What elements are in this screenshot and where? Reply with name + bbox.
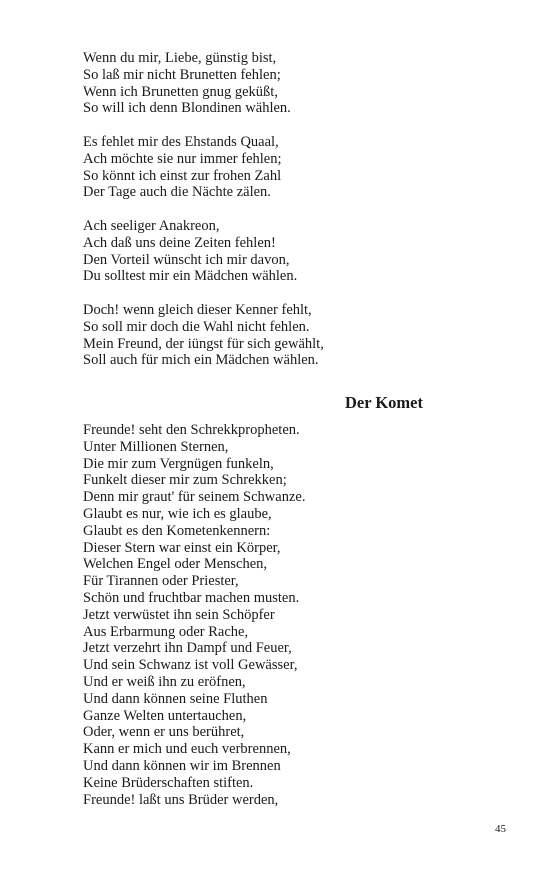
poem-title: Der Komet [344, 393, 423, 412]
verse-line: Freunde! laßt uns Brüder werden, [83, 791, 279, 808]
verse-line: Kann er mich und euch verbrennen, [83, 741, 291, 758]
verse-line: Und er weiß ihn zu eröfnen, [83, 673, 246, 690]
stanza [83, 134, 483, 201]
verse-line: Aus Erbarmung oder Rache, [83, 623, 249, 640]
verse-line: Mein Freund, der iüngst für sich gewählt, [83, 335, 324, 352]
verse-line: Dieser Stern war einst ein Körper, [83, 539, 281, 556]
verse-line: So laß mir nicht Brunetten fehlen; [83, 66, 281, 83]
stanza [83, 218, 483, 285]
verse-line: Und sein Schwanz ist voll Gewässer, [83, 657, 298, 674]
verse-line: Es fehlet mir des Ehstands Quaal, [83, 133, 279, 150]
verse-line: Wenn ich Brunetten gnug geküßt, [83, 83, 278, 100]
verse-line: Der Tage auch die Nächte zälen. [83, 184, 271, 201]
verse-line: Jetzt verwüstet ihn sein Schöpfer [83, 606, 275, 623]
verse-line: Soll auch für mich ein Mädchen wählen. [83, 352, 319, 369]
verse-line: Und dann können wir im Brennen [83, 757, 281, 774]
verse-line: Und dann können seine Fluthen [83, 690, 268, 707]
stanza [83, 50, 483, 117]
verse-line: Doch! wenn gleich dieser Kenner fehlt, [83, 301, 312, 318]
verse-line: Ach daß uns deine Zeiten fehlen! [83, 234, 276, 251]
verse-line: Keine Brüderschaften stiften. [83, 774, 254, 791]
verse-line: Jetzt verzehrt ihn Dampf und Feuer, [83, 640, 292, 657]
verse-line: Die mir zum Vergnügen funkeln, [83, 455, 274, 472]
verse-line: So könnt ich einst zur frohen Zahl [83, 167, 282, 184]
verse-line: Ach möchte sie nur immer fehlen; [83, 150, 282, 167]
verse-line: Denn mir graut' für seinem Schwanze. [83, 489, 306, 506]
verse-line: Den Vorteil wünscht ich mir davon, [83, 251, 290, 268]
verse-line: Welchen Engel oder Menschen, [83, 556, 268, 573]
verse-line: Wenn du mir, Liebe, günstig bist, [83, 50, 277, 66]
verse-line: Schön und fruchtbar machen musten. [83, 589, 300, 606]
verse-line: Ganze Welten untertauchen, [83, 707, 247, 724]
poem-der-komet [83, 422, 483, 808]
poem-untitled [83, 50, 483, 386]
verse-line: Für Tirannen oder Priester, [83, 573, 239, 590]
verse-line: Glaubt es nur, wie ich es glaube, [83, 505, 272, 522]
stanza [83, 302, 483, 369]
verse-line: So will ich denn Blondinen wählen. [83, 100, 291, 117]
verse-line: Oder, wenn er uns berühret, [83, 724, 245, 741]
verse-line: Du solltest mir ein Mädchen wählen. [83, 268, 298, 285]
verse-line: Glaubt es den Kometenkennern: [83, 522, 271, 539]
verse-line: Freunde! seht den Schrekkpropheten. [83, 422, 300, 438]
verse-line: So soll mir doch die Wahl nicht fehlen. [83, 318, 310, 335]
verse-line: Ach seeliger Anakreon, [83, 217, 220, 234]
verse-line: Funkelt dieser mir zum Schrekken; [83, 472, 287, 489]
verse-line: Unter Millionen Sternen, [83, 438, 229, 455]
page-number: 45 [495, 823, 506, 835]
